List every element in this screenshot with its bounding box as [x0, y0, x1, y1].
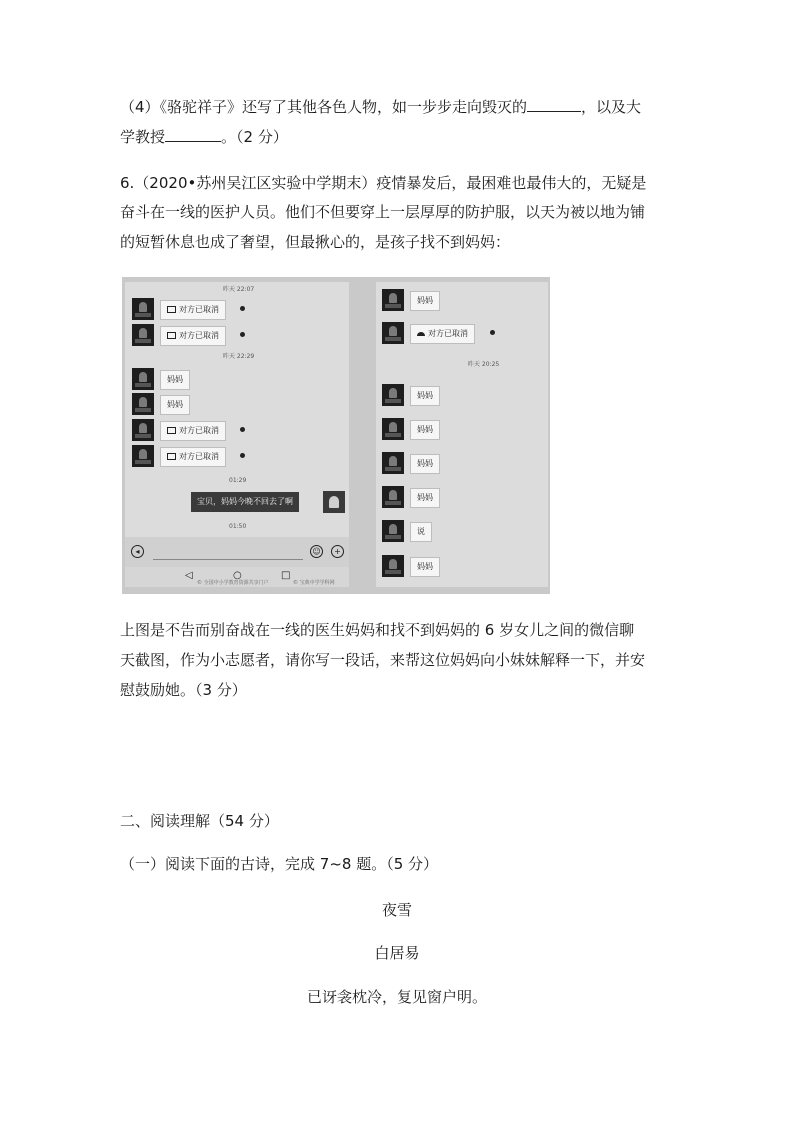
video-call-icon — [167, 427, 176, 434]
message-bubble — [160, 300, 226, 320]
voice-call-icon — [417, 332, 425, 336]
timestamp: 昨天 22:29 — [223, 353, 255, 360]
q4-line1 — [120, 97, 641, 117]
timestamp: 昨天 22:07 — [223, 286, 255, 293]
timestamp: 01:29 — [229, 477, 247, 484]
message-input[interactable] — [153, 543, 303, 560]
avatar — [382, 555, 404, 577]
avatar — [132, 393, 154, 415]
android-nav-bar — [125, 567, 349, 587]
video-call-icon — [167, 453, 176, 460]
back-icon[interactable]: ◁ — [185, 570, 193, 581]
avatar — [132, 324, 154, 346]
avatar — [132, 368, 154, 390]
video-call-icon — [167, 306, 176, 313]
avatar — [382, 520, 404, 542]
poem-line: 已讶衾枕冷，复见窗户明。 — [306, 988, 487, 1006]
unread-dot — [240, 453, 245, 458]
message-text: 对方已取消 — [179, 305, 219, 314]
avatar — [382, 384, 404, 406]
chat-panel-left — [125, 282, 349, 587]
message-bubble: 妈妈 — [160, 395, 190, 415]
message-bubble: 妈妈 — [160, 370, 190, 390]
video-call-icon — [167, 332, 176, 339]
wechat-screenshot-figure — [122, 277, 550, 594]
task-line2: 天截图，作为小志愿者，请你写一段话，来帮这位妈妈向小妹妹解释一下，并安 — [120, 651, 646, 669]
watermark-note: © 宝典中学学科网 — [293, 580, 335, 586]
unread-dot — [240, 332, 245, 337]
subsection-heading: （一）阅读下面的古诗，完成 7~8 题。（5 分） — [120, 855, 439, 873]
plus-icon[interactable]: + — [331, 545, 344, 558]
message-bubble: 妈妈 — [410, 454, 440, 474]
q4-text-a: （4）《骆驼祥子》还写了其他各色人物，如一步步走向毁灭的 — [120, 98, 528, 116]
message-bubble — [160, 326, 226, 346]
message-bubble: 妈妈 — [410, 420, 440, 440]
message-bubble: 妈妈 — [410, 291, 440, 311]
avatar — [382, 452, 404, 474]
avatar — [132, 445, 154, 467]
task-line3: 慰鼓励她。（3 分） — [120, 681, 247, 699]
answer-blank — [527, 97, 581, 112]
q6-line1: 6.（2020•苏州吴江区实验中学期末）疫情暴发后，最困难也最伟大的，无疑是 — [120, 174, 647, 192]
message-text: 对方已取消 — [179, 452, 219, 461]
unread-dot — [240, 427, 245, 432]
q6-line3: 的短暂休息也成了奢望，但最揪心的，是孩子找不到妈妈： — [120, 233, 511, 251]
unread-dot — [240, 306, 245, 311]
avatar — [382, 486, 404, 508]
message-bubble: 妈妈 — [410, 488, 440, 508]
unread-dot — [490, 330, 495, 335]
message-bubble — [160, 447, 226, 467]
avatar — [132, 298, 154, 320]
avatar — [382, 418, 404, 440]
q4-text-c: 学教授 — [120, 128, 166, 146]
message-text: 对方已取消 — [179, 426, 219, 435]
timestamp: 昨天 20:25 — [468, 361, 500, 368]
timestamp: 01:50 — [229, 523, 247, 530]
self-avatar — [323, 491, 345, 513]
task-line1: 上图是不告而别奋战在一线的医生妈妈和找不到妈妈的 6 岁女儿之间的微信聊 — [120, 621, 635, 639]
message-bubble: 妈妈 — [410, 386, 440, 406]
home-icon[interactable]: ○ — [233, 570, 242, 581]
poem-title: 夜雪 — [381, 901, 412, 919]
message-text: 对方已取消 — [179, 331, 219, 340]
emoji-icon[interactable]: ☺ — [310, 545, 323, 558]
message-bubble: 妈妈 — [410, 557, 440, 577]
avatar — [382, 322, 404, 344]
message-bubble: 说 — [410, 522, 432, 542]
q6-line2: 奋斗在一线的医护人员。他们不但要穿上一层厚厚的防护服，以天为被以地为铺 — [120, 203, 646, 221]
section-heading: 二、阅读理解（54 分） — [120, 812, 279, 830]
voice-input-icon[interactable]: ◂ — [131, 545, 144, 558]
message-text: 对方已取消 — [428, 329, 468, 338]
message-bubble — [410, 324, 475, 344]
chat-panel-right — [376, 282, 548, 587]
chat-input-bar — [125, 537, 349, 567]
poem-author: 白居易 — [374, 944, 420, 962]
outgoing-message-bubble: 宝贝，妈妈今晚不回去了啊 — [191, 492, 299, 512]
avatar — [382, 289, 404, 311]
q4-text-b: ，以及大 — [581, 98, 642, 116]
recents-icon[interactable]: □ — [281, 570, 291, 581]
message-bubble — [160, 421, 226, 441]
answer-blank — [165, 127, 221, 142]
watermark-note: © 全国中小学教育资源共享门户 — [197, 580, 269, 586]
q4-text-d: 。（2 分） — [221, 128, 288, 146]
avatar — [132, 419, 154, 441]
q4-line2 — [120, 127, 288, 147]
